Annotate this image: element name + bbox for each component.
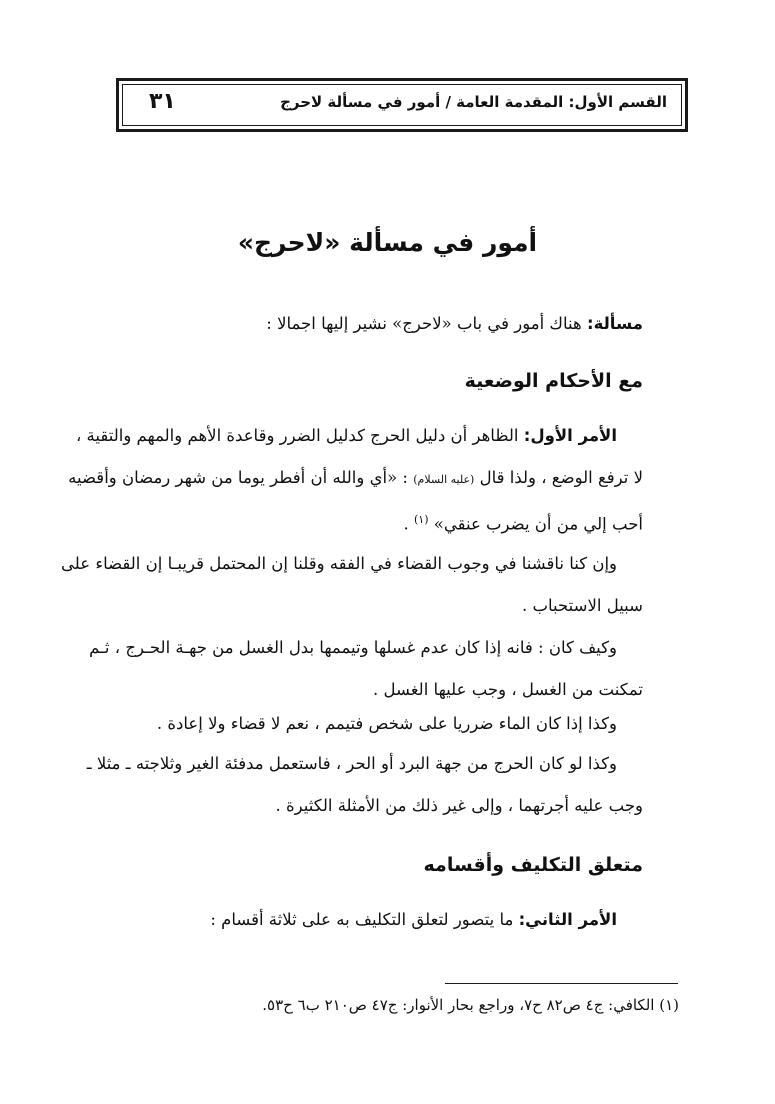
matter1-line1: [75, 424, 617, 448]
section-heading-2: متعلق التكليف وأقسامه: [423, 854, 643, 876]
para3-line1: وكذا إذا كان الماء ضرريا على شخص فتيمم ، نعم لا قضاء ولا إعادة .: [156, 714, 617, 733]
para4-line2: وجب عليه أجرتهما ، وإلى غير ذلك من الأمثلة الكثيرة .: [275, 796, 643, 815]
matter2-label: الأمر الثاني:: [518, 910, 617, 929]
matter2-line: [110, 908, 617, 932]
matter1-line2: [68, 466, 643, 492]
para1-line2: سبيل الاستحباب .: [521, 596, 643, 615]
matter1-line1-text: الظاهر أن دليل الحرج كدليل الضرر وقاعدة الأهم والمهم والتقية ،: [75, 426, 519, 445]
matter1-label: الأمر الأول:: [523, 426, 617, 445]
para4-line1: وكذا لو كان الحرج من جهة البرد أو الحر ، فاستعمل مدفئة الغير وثلاجته ـ مثلا ـ: [86, 754, 617, 773]
matter1-line2-honorific: (عليه السلام): [413, 473, 475, 486]
intro-label: مسألة:: [586, 314, 643, 333]
section-heading-1: مع الأحكام الوضعية: [464, 370, 643, 392]
matter1-line3-text: أحب إلي من أن يضرب عنقي»: [433, 514, 643, 534]
para2-line1: وكيف كان : فانه إذا كان عدم غسلها وتيممها بدل الغسل من جهـة الحـرج ، ثـم: [89, 638, 617, 657]
footnote-divider: [445, 983, 678, 984]
running-header-title: القسم الأول: المقدمة العامة / أمور في مسألة لاحرج: [280, 93, 667, 111]
matter1-line3-end: .: [403, 514, 409, 534]
matter2-text: ما يتصور لتعلق التكليف به على ثلاثة أقسام :: [210, 910, 514, 929]
intro-text: هناك أمور في باب «لاحرج» نشير إليها اجمالا :: [266, 314, 582, 333]
running-header: [116, 78, 688, 132]
para1-line1: وإن كنا ناقشنا في وجوب القضاء في الفقه وقلنا إن المحتمل قريبـا إن القضاء على: [61, 554, 617, 573]
intro-line: [110, 312, 643, 336]
matter1-line2-c: : «أي والله أن أفطر يوما من شهر رمضان وأقضيه: [68, 468, 408, 487]
footnote-ref: (١): [414, 513, 429, 526]
matter1-line3: [110, 508, 643, 537]
page-number: ٣١: [149, 89, 176, 114]
page-title: أمور في مسألة «لاحرج»: [237, 228, 538, 257]
matter1-line2-a: لا ترفع الوضع ، ولذا قال: [479, 468, 643, 487]
footnote: (١) الكافي: ج٤ ص٨٢ ح٧، وراجع بحار الأنوار: ج٤٧ ص٢١٠ ب٦ ح٥٣.: [262, 996, 679, 1014]
para2-line2: تمكنت من الغسل ، وجب عليها الغسل .: [373, 680, 643, 699]
